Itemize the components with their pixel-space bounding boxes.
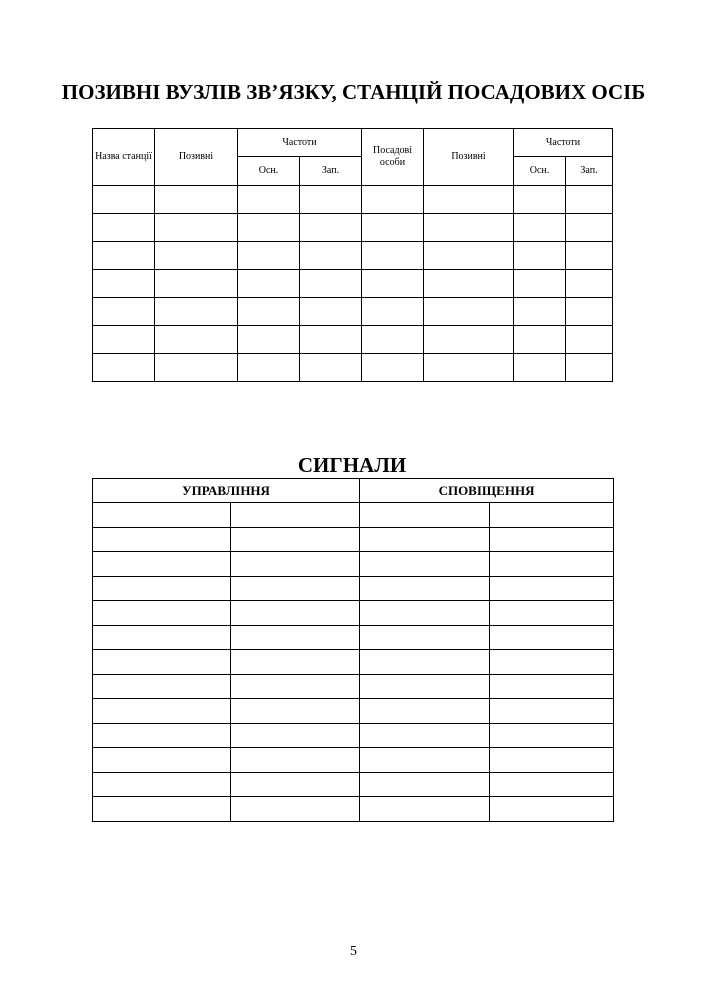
table-cell: [93, 674, 231, 699]
signals-table: [92, 478, 614, 822]
table-cell: [300, 326, 362, 354]
table-cell: [231, 699, 360, 724]
header-callsigns-2: Позивні: [424, 129, 514, 186]
table-cell: [238, 270, 300, 298]
table-cell: [514, 354, 566, 382]
table-cell: [231, 723, 360, 748]
table-cell: [155, 242, 238, 270]
signals-table-row: [93, 625, 614, 650]
table-cell: [490, 723, 614, 748]
table-cell: [93, 797, 231, 822]
table-cell: [238, 326, 300, 354]
table-cell: [566, 242, 613, 270]
table-cell: [93, 270, 155, 298]
signals-table-row: [93, 699, 614, 724]
table-cell: [231, 650, 360, 675]
table-cell: [566, 214, 613, 242]
table-cell: [300, 270, 362, 298]
table-cell: [360, 503, 490, 528]
table-cell: [514, 214, 566, 242]
table-cell: [566, 326, 613, 354]
table-cell: [238, 214, 300, 242]
signals-table-row: [93, 552, 614, 577]
table-cell: [514, 326, 566, 354]
table-cell: [360, 650, 490, 675]
table-cell: [93, 699, 231, 724]
table-cell: [490, 650, 614, 675]
table-cell: [231, 503, 360, 528]
table-cell: [362, 354, 424, 382]
table-cell: [231, 772, 360, 797]
table-cell: [93, 625, 231, 650]
callsigns-table-body: [93, 186, 613, 382]
table-cell: [362, 186, 424, 214]
table-cell: [93, 326, 155, 354]
table-cell: [360, 601, 490, 626]
signals-table-row: [93, 527, 614, 552]
table-cell: [300, 354, 362, 382]
table-cell: [238, 242, 300, 270]
table-cell: [424, 242, 514, 270]
signals-table-row: [93, 797, 614, 822]
table-cell: [490, 527, 614, 552]
table-cell: [566, 298, 613, 326]
table-cell: [360, 576, 490, 601]
table-cell: [300, 298, 362, 326]
table-cell: [362, 214, 424, 242]
header-callsigns: Позивні: [155, 129, 238, 186]
table-cell: [362, 242, 424, 270]
table-cell: [231, 674, 360, 699]
table-cell: [93, 503, 231, 528]
table-cell: [566, 270, 613, 298]
table-cell: [514, 298, 566, 326]
table-cell: [231, 552, 360, 577]
callsigns-table: [92, 128, 613, 382]
table-cell: [514, 186, 566, 214]
table-cell: [490, 699, 614, 724]
table-cell: [490, 503, 614, 528]
table-cell: [93, 723, 231, 748]
table-cell: [155, 326, 238, 354]
table-cell: [424, 214, 514, 242]
callsigns-table-row: [93, 242, 613, 270]
page-number: 5: [350, 944, 357, 959]
table-cell: [238, 186, 300, 214]
signals-table-row: [93, 674, 614, 699]
signals-section-title: СИГНАЛИ: [297, 453, 407, 477]
callsigns-table-row: [93, 270, 613, 298]
callsigns-table-row: [93, 186, 613, 214]
table-cell: [231, 748, 360, 773]
table-cell: [566, 186, 613, 214]
header-frequencies-2: Частоти: [514, 129, 613, 157]
table-cell: [231, 601, 360, 626]
signals-table-row: [93, 772, 614, 797]
table-cell: [360, 772, 490, 797]
table-cell: [300, 214, 362, 242]
table-cell: [231, 576, 360, 601]
table-cell: [360, 797, 490, 822]
signals-table-row: [93, 748, 614, 773]
table-cell: [490, 601, 614, 626]
table-cell: [155, 270, 238, 298]
table-cell: [490, 625, 614, 650]
header-station-name: Назва станції: [93, 129, 155, 186]
table-cell: [93, 576, 231, 601]
header-main: Осн.: [238, 157, 300, 186]
table-cell: [490, 797, 614, 822]
table-cell: [362, 326, 424, 354]
table-cell: [566, 354, 613, 382]
table-cell: [360, 748, 490, 773]
header-officials: Посадові особи: [362, 129, 424, 186]
table-cell: [424, 326, 514, 354]
callsigns-table-row: [93, 214, 613, 242]
table-cell: [93, 527, 231, 552]
table-cell: [93, 748, 231, 773]
table-cell: [360, 552, 490, 577]
callsigns-table-row: [93, 326, 613, 354]
table-cell: [93, 214, 155, 242]
table-cell: [231, 527, 360, 552]
callsigns-section-title: ПОЗИВНІ ВУЗЛІВ ЗВ’ЯЗКУ, СТАНЦІЙ ПОСАДОВИХ ОСІБ: [61, 80, 646, 104]
table-cell: [155, 354, 238, 382]
table-cell: [93, 298, 155, 326]
table-cell: [424, 270, 514, 298]
table-cell: [231, 797, 360, 822]
table-cell: [424, 298, 514, 326]
table-cell: [360, 674, 490, 699]
table-cell: [155, 214, 238, 242]
table-cell: [93, 186, 155, 214]
table-cell: [490, 674, 614, 699]
table-cell: [490, 748, 614, 773]
table-cell: [93, 601, 231, 626]
table-cell: [231, 625, 360, 650]
table-cell: [360, 527, 490, 552]
signals-table-row: [93, 503, 614, 528]
header-reserve: Зап.: [300, 157, 362, 186]
header-notification: СПОВІЩЕННЯ: [360, 479, 614, 503]
table-cell: [93, 242, 155, 270]
table-cell: [490, 772, 614, 797]
table-cell: [300, 242, 362, 270]
table-cell: [514, 270, 566, 298]
signals-table-row: [93, 576, 614, 601]
table-cell: [362, 298, 424, 326]
signals-table-body: [93, 503, 614, 822]
callsigns-table-row: [93, 298, 613, 326]
table-cell: [93, 650, 231, 675]
signals-table-row: [93, 650, 614, 675]
table-cell: [490, 552, 614, 577]
header-control: УПРАВЛІННЯ: [93, 479, 360, 503]
table-cell: [238, 298, 300, 326]
table-cell: [155, 298, 238, 326]
table-cell: [238, 354, 300, 382]
table-cell: [155, 186, 238, 214]
table-cell: [362, 270, 424, 298]
signals-table-row: [93, 723, 614, 748]
table-cell: [360, 625, 490, 650]
table-cell: [360, 723, 490, 748]
callsigns-table-row: [93, 354, 613, 382]
table-cell: [424, 186, 514, 214]
header-main-2: Осн.: [514, 157, 566, 186]
table-cell: [424, 354, 514, 382]
table-cell: [93, 552, 231, 577]
table-cell: [514, 242, 566, 270]
table-cell: [93, 354, 155, 382]
header-frequencies: Частоти: [238, 129, 362, 157]
table-cell: [93, 772, 231, 797]
header-reserve-2: Зап.: [566, 157, 613, 186]
table-cell: [300, 186, 362, 214]
table-cell: [490, 576, 614, 601]
signals-table-row: [93, 601, 614, 626]
table-cell: [360, 699, 490, 724]
